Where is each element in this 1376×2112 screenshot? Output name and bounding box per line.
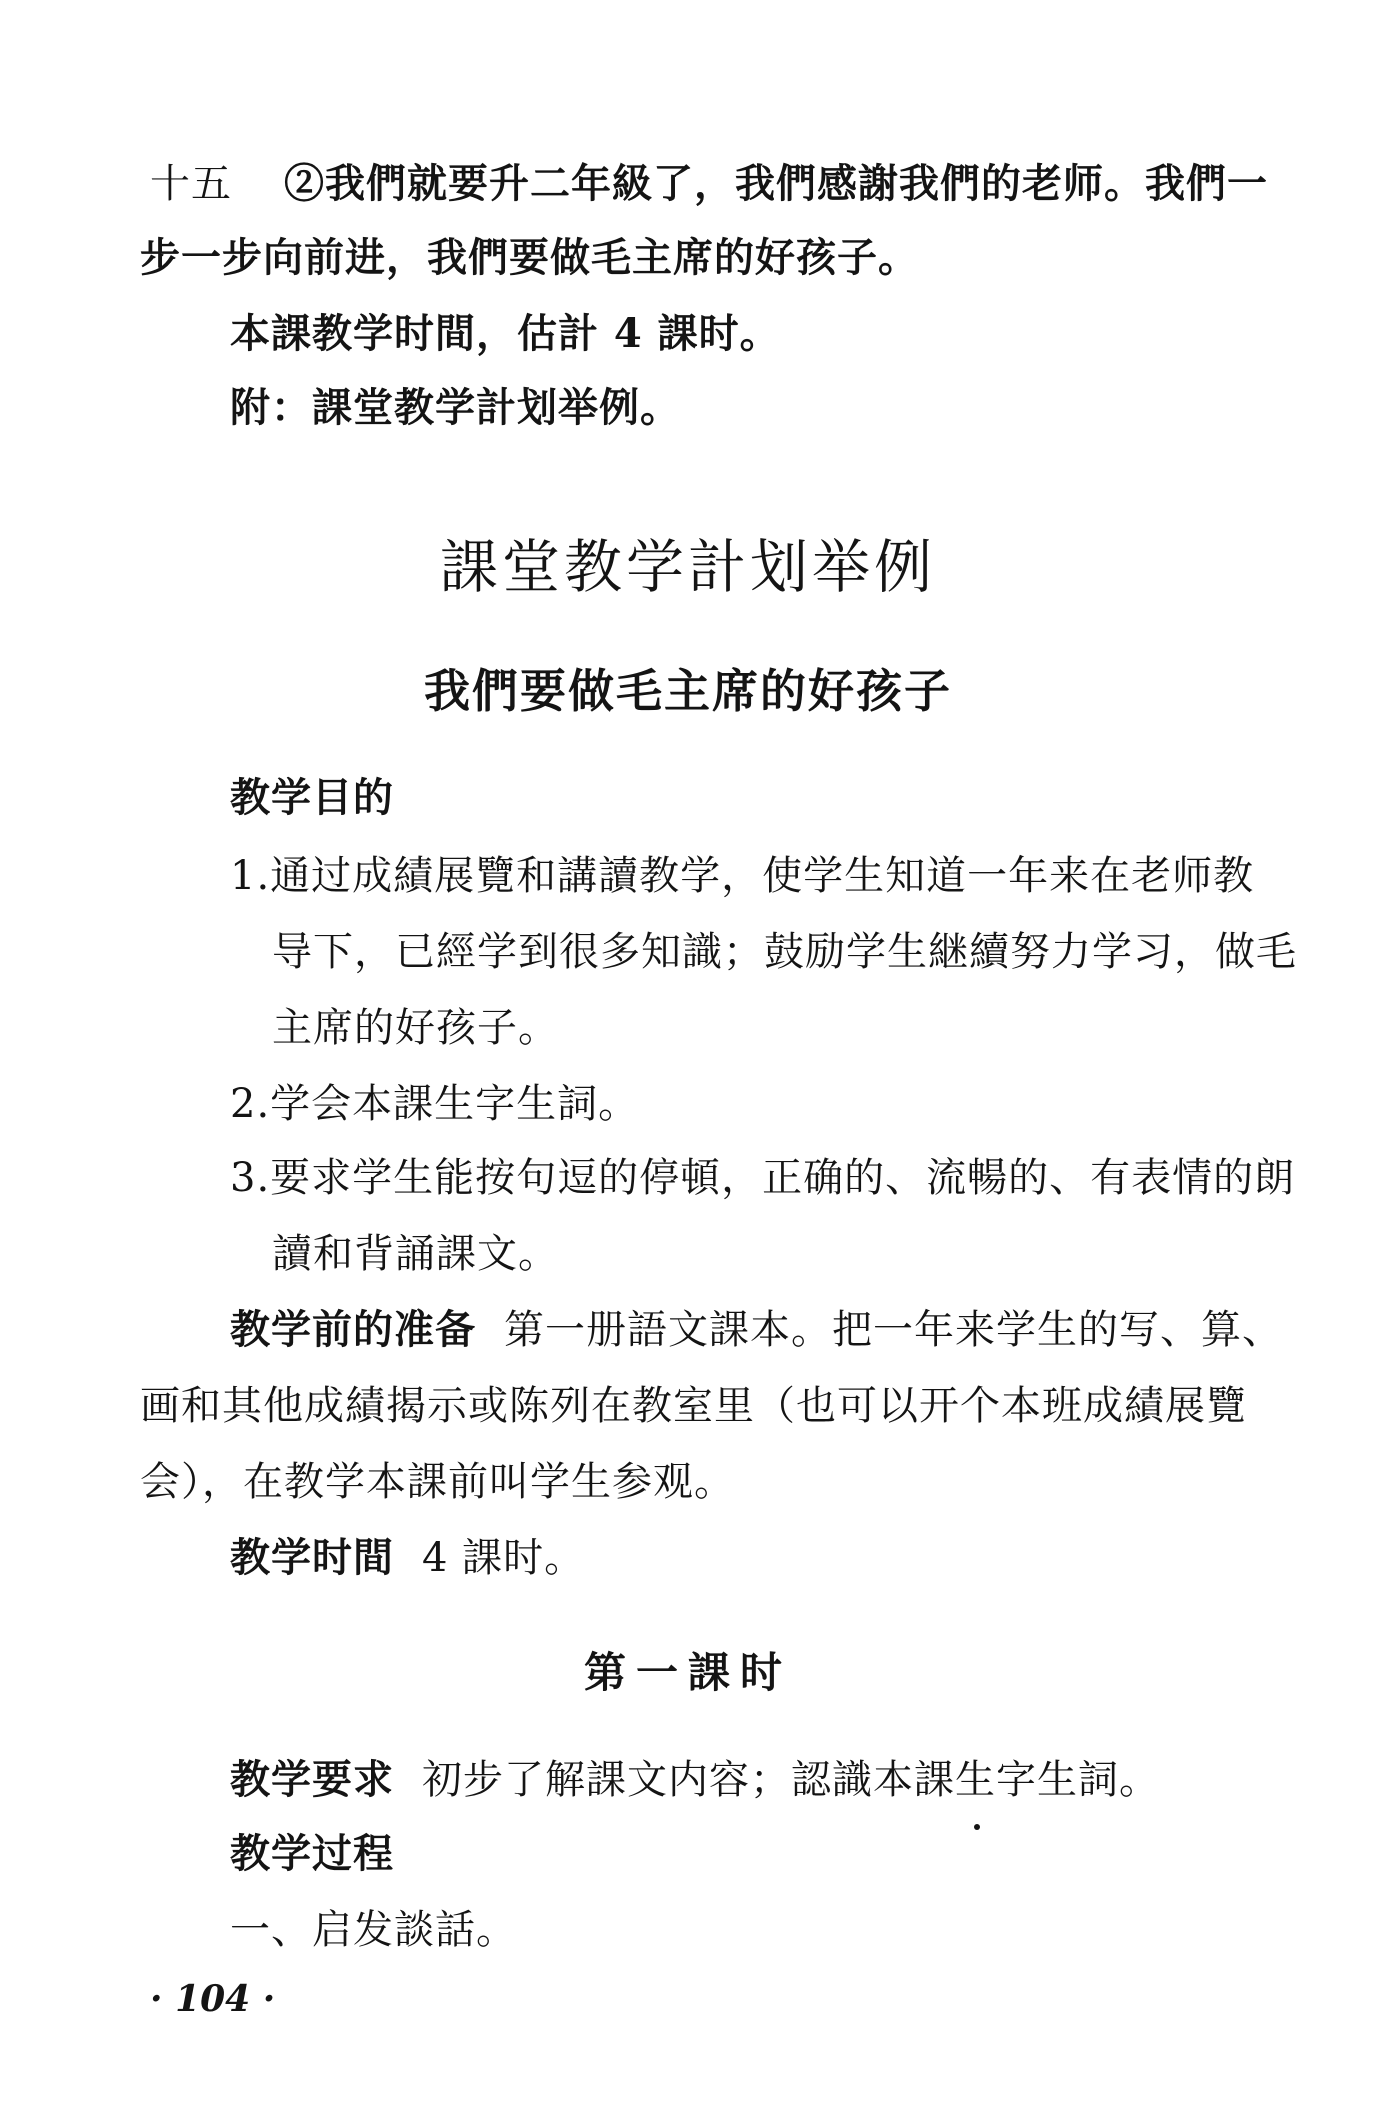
appendix-line: 附：課堂教学計划举例。 (230, 384, 681, 431)
objective-1-line-1: 1.通过成績展覽和講讀教学，使学生知道一年来在老师教 (230, 853, 1255, 899)
intro-line-2: 步一步向前进，我們要做毛主席的好孩子。 (140, 234, 919, 281)
objective-1-line-2: 导下，已經学到很多知識；鼓励学生継續努力学习，做毛 (272, 929, 1297, 975)
preparation-line-2: 画和其他成績揭示或陈列在教室里（也可以开个本班成績展覽 (140, 1383, 1247, 1429)
preparation-line-3: 会），在教学本課前叫学生参观。 (140, 1459, 735, 1505)
requirements-label: 教学要求 (230, 1756, 394, 1803)
objective-2: 2.学会本課生字生詞。 (230, 1081, 640, 1127)
main-title: 課堂教学計划举例 (439, 533, 936, 601)
stray-dot (974, 1824, 980, 1830)
requirements-value: 初步了解課文内容；認識本課生字生詞。 (422, 1757, 1160, 1803)
page-number: · 104 · (150, 1978, 276, 2020)
teaching-time-label: 教学时間 (230, 1534, 394, 1581)
subtitle: 我們要做毛主席的好孩子 (424, 664, 952, 718)
lesson-heading: 第一課时 (583, 1648, 792, 1697)
process-heading: 教学过程 (230, 1830, 394, 1877)
section-number: 十五 (150, 161, 232, 207)
objectives-heading: 教学目的 (230, 774, 394, 821)
preparation-text-1: 第一册語文課本。把一年来学生的写、算、 (504, 1307, 1283, 1353)
objective-3-line-1: 3.要求学生能按句逗的停頓，正确的、流暢的、有表情的朗 (230, 1155, 1296, 1201)
process-step-1: 一、启发談話。 (230, 1907, 517, 1953)
requirements-line (230, 1756, 1160, 1803)
estimated-time-line: 本課教学时間，估計 4 課时。 (230, 310, 781, 357)
intro-line-1-text: ②我們就要升二年級了，我們感謝我們的老师。我們一 (284, 160, 1268, 207)
teaching-time-line (230, 1534, 586, 1581)
objective-3-line-2: 讀和背誦課文。 (272, 1231, 559, 1277)
teaching-time-value: 4 課时。 (422, 1535, 586, 1581)
intro-line-1 (150, 160, 1268, 207)
preparation-line-1 (230, 1306, 1283, 1353)
preparation-label: 教学前的准备 (230, 1306, 476, 1353)
objective-1-line-3: 主席的好孩子。 (272, 1005, 559, 1051)
